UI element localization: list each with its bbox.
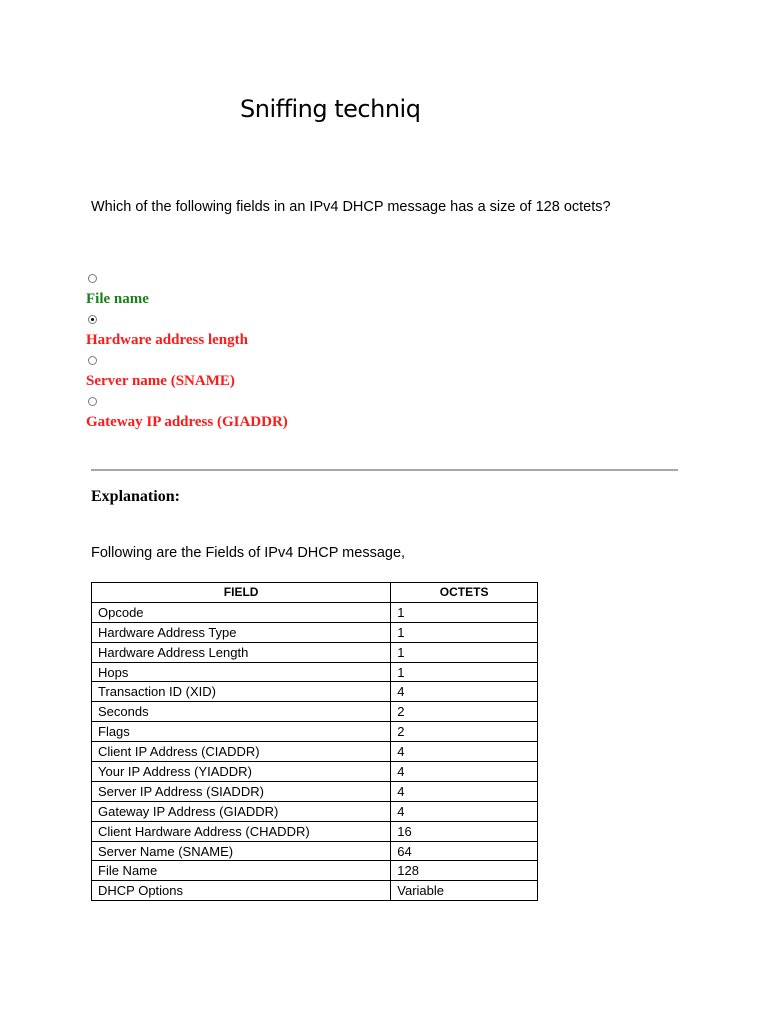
field-cell: Server IP Address (SIADDR) [92, 781, 391, 801]
field-cell: Gateway IP Address (GIADDR) [92, 801, 391, 821]
option-gateway-ip-address[interactable] [86, 395, 486, 436]
option-label: Hardware address length [86, 332, 248, 348]
table-row [92, 762, 538, 782]
table-row [92, 602, 538, 622]
radio-hardware-address-length[interactable] [88, 315, 97, 324]
radio-gateway-ip-address[interactable] [88, 397, 97, 406]
table-row [92, 702, 538, 722]
explanation-intro: Following are the Fields of IPv4 DHCP message, [91, 545, 406, 561]
option-hardware-address-length[interactable] [86, 313, 486, 354]
table-body [92, 602, 538, 900]
field-cell: Seconds [92, 702, 391, 722]
table-row [92, 841, 538, 861]
octets-cell: 1 [391, 622, 538, 642]
option-label: Gateway IP address (GIADDR) [86, 414, 288, 430]
section-divider [91, 469, 678, 471]
option-file-name[interactable] [86, 272, 486, 313]
option-label: File name [86, 291, 149, 307]
octets-cell: 4 [391, 682, 538, 702]
octets-cell: 1 [391, 662, 538, 682]
field-cell: Client IP Address (CIADDR) [92, 742, 391, 762]
field-cell: DHCP Options [92, 881, 391, 901]
field-cell: File Name [92, 861, 391, 881]
octets-cell: 2 [391, 702, 538, 722]
table-row [92, 642, 538, 662]
octets-cell: Variable [391, 881, 538, 901]
field-cell: Flags [92, 722, 391, 742]
field-cell: Hardware Address Type [92, 622, 391, 642]
answer-options [86, 272, 486, 436]
octets-cell: 2 [391, 722, 538, 742]
explanation-heading: Explanation: [91, 488, 180, 505]
radio-server-name[interactable] [88, 356, 97, 365]
table-row [92, 781, 538, 801]
table-row [92, 722, 538, 742]
question-text: Which of the following fields in an IPv4 DHCP message has a size of 128 octets? [91, 199, 611, 215]
table-row [92, 662, 538, 682]
column-header-octets: OCTETS [391, 583, 538, 603]
octets-cell: 1 [391, 642, 538, 662]
field-cell: Server Name (SNAME) [92, 841, 391, 861]
radio-file-name[interactable] [88, 274, 97, 283]
octets-cell: 128 [391, 861, 538, 881]
table-header-row [92, 583, 538, 603]
octets-cell: 4 [391, 801, 538, 821]
page-title: Sniffing techniq [240, 95, 421, 123]
field-cell: Hops [92, 662, 391, 682]
octets-cell: 4 [391, 762, 538, 782]
octets-cell: 4 [391, 781, 538, 801]
field-cell: Opcode [92, 602, 391, 622]
table-row [92, 742, 538, 762]
octets-cell: 4 [391, 742, 538, 762]
option-server-name[interactable] [86, 354, 486, 395]
table-row [92, 861, 538, 881]
table-row [92, 682, 538, 702]
dhcp-fields-table [91, 582, 538, 901]
octets-cell: 64 [391, 841, 538, 861]
table-row [92, 622, 538, 642]
field-cell: Hardware Address Length [92, 642, 391, 662]
octets-cell: 1 [391, 602, 538, 622]
field-cell: Your IP Address (YIADDR) [92, 762, 391, 782]
octets-cell: 16 [391, 821, 538, 841]
option-label: Server name (SNAME) [86, 373, 235, 389]
table-row [92, 801, 538, 821]
field-cell: Transaction ID (XID) [92, 682, 391, 702]
field-cell: Client Hardware Address (CHADDR) [92, 821, 391, 841]
table-row [92, 881, 538, 901]
column-header-field: FIELD [92, 583, 391, 603]
table-row [92, 821, 538, 841]
